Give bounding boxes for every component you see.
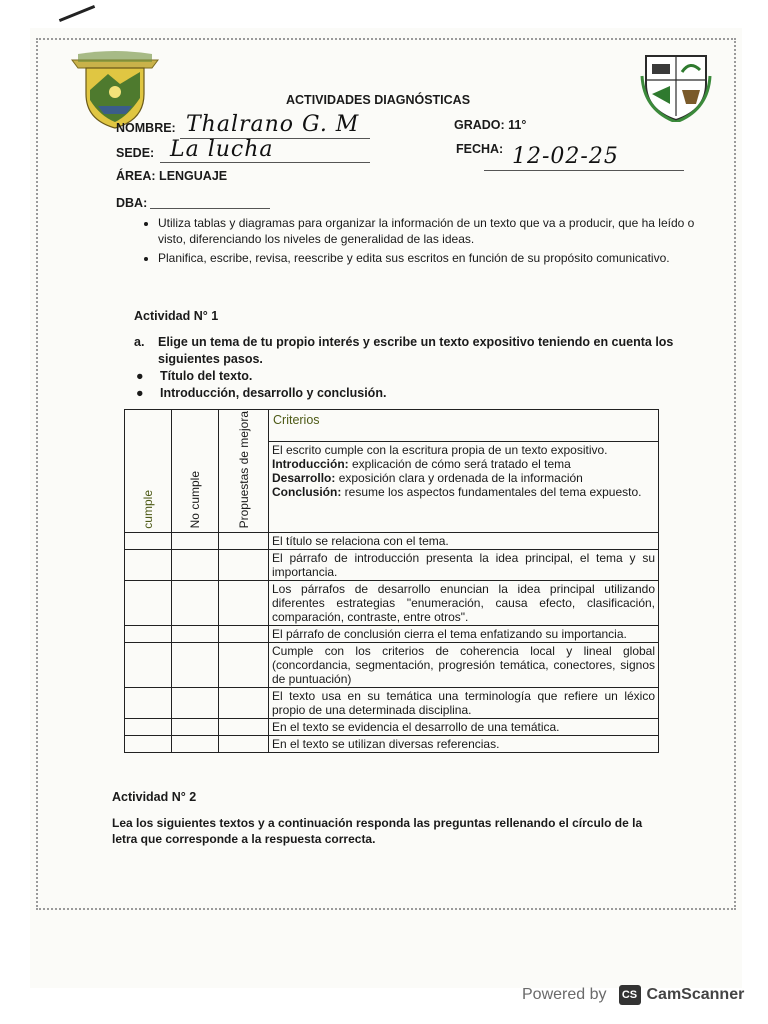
actividad-2-title: Actividad N° 2 (112, 790, 197, 804)
actividad-1-task (134, 334, 674, 402)
nombre-value: Thalrano G. M (186, 112, 360, 137)
criterion-cell: El texto usa en su temática una terminología que refiere un léxico propio de una determinada disciplina. (269, 688, 659, 719)
cumple-cell[interactable] (125, 626, 172, 643)
task-step: Introducción, desarrollo y conclusión. (160, 386, 387, 400)
col-header-propuestas: Propuestas de mejora (219, 410, 269, 533)
criterion-cell: Los párrafos de desarrollo enuncian la idea principal utilizando diferentes estrategias "enumeración, causa efecto, clasificación, comparación, contraste, entre otros". (269, 581, 659, 626)
col-header-no-cumple: No cumple (172, 410, 219, 533)
cumple-cell[interactable] (125, 643, 172, 688)
area-label: ÁREA: LENGUAJE (116, 169, 228, 183)
criteria-table (124, 409, 659, 753)
no-cumple-cell[interactable] (172, 736, 219, 753)
propuestas-cell[interactable] (219, 626, 269, 643)
no-cumple-cell[interactable] (172, 719, 219, 736)
camscanner-brand: CamScanner (646, 986, 745, 1003)
criterion-cell: Cumple con los criterios de coherencia local y lineal global (concordancia, segmentación, progresión temática, conectores, signos de puntuación) (269, 643, 659, 688)
propuestas-cell[interactable] (219, 688, 269, 719)
no-cumple-cell[interactable] (172, 688, 219, 719)
propuestas-cell[interactable] (219, 643, 269, 688)
propuestas-cell[interactable] (219, 533, 269, 550)
criterion-cell: El párrafo de conclusión cierra el tema enfatizando su importancia. (269, 626, 659, 643)
powered-by-text: Powered by (522, 986, 607, 1003)
cumple-cell[interactable] (125, 550, 172, 581)
cumple-cell[interactable] (125, 736, 172, 753)
no-cumple-cell[interactable] (172, 533, 219, 550)
propuestas-cell[interactable] (219, 550, 269, 581)
criterion-cell: El escrito cumple con la escritura propia de un texto expositivo. Introducción: explicación de cómo será tratado el tema Desarrollo: exposición clara y ordenada de la información Conclusión: resume los aspectos fundamentales del tema expuesto. (269, 442, 659, 533)
task-step: Título del texto. (160, 369, 253, 383)
school-logo-right (640, 50, 712, 122)
sede-value: La lucha (170, 137, 274, 162)
cumple-cell[interactable] (125, 533, 172, 550)
no-cumple-cell[interactable] (172, 581, 219, 626)
school-logo-left (68, 50, 162, 130)
table-row (125, 736, 659, 753)
nombre-label: NOMBRE: (116, 121, 176, 135)
propuestas-cell[interactable] (219, 581, 269, 626)
sede-label: SEDE: (116, 146, 155, 160)
fecha-label: FECHA: (456, 142, 504, 156)
fecha-underline (484, 170, 684, 171)
task-letter: a. (134, 335, 145, 349)
camscanner-watermark (522, 985, 744, 1005)
cumple-cell[interactable] (125, 581, 172, 626)
criterios-header: Criterios (269, 410, 659, 442)
sede-underline (160, 162, 370, 163)
criterion-cell: En el texto se evidencia el desarrollo de una temática. (269, 719, 659, 736)
propuestas-cell[interactable] (219, 719, 269, 736)
table-row (125, 410, 659, 442)
propuestas-cell[interactable] (219, 736, 269, 753)
table-row (125, 550, 659, 581)
fecha-value: 12-02-25 (512, 144, 619, 169)
dba-item: • Planifica, escribe, revisa, reescribe y edita sus escritos en función de su propósito comunicativo. (158, 250, 698, 266)
dba-list (132, 215, 698, 269)
table-row (125, 626, 659, 643)
table-row (125, 719, 659, 736)
actividad-2-instructions: Lea los siguientes textos y a continuación responda las preguntas rellenando el círculo de la letra que corresponde a la respuesta correcta. (112, 816, 643, 846)
cumple-cell[interactable] (125, 688, 172, 719)
dba-underline (150, 208, 270, 209)
table-row (125, 581, 659, 626)
grado-label: GRADO: 11° (454, 118, 527, 132)
no-cumple-cell[interactable] (172, 643, 219, 688)
criterion-cell: El título se relaciona con el tema. (269, 533, 659, 550)
dba-label: DBA: (116, 196, 148, 210)
bullet-icon: ● (136, 369, 144, 383)
dba-item: • Utiliza tablas y diagramas para organizar la información de un texto que va a producir, que ha leído o visto, diferenciando los niveles de generalidad de las ideas. (158, 215, 698, 247)
table-row (125, 533, 659, 550)
criterion-cell: En el texto se utilizan diversas referencias. (269, 736, 659, 753)
no-cumple-cell[interactable] (172, 550, 219, 581)
cumple-cell[interactable] (125, 719, 172, 736)
table-row (125, 643, 659, 688)
task-text: Elige un tema de tu propio interés y escribe un texto expositivo teniendo en cuenta los siguientes pasos. (158, 335, 674, 366)
bullet-icon: ● (136, 386, 144, 400)
page-title: ACTIVIDADES DIAGNÓSTICAS (286, 93, 471, 107)
table-row (125, 688, 659, 719)
camscanner-icon: CS (619, 985, 641, 1005)
actividad-1-title: Actividad N° 1 (134, 309, 219, 323)
criterion-cell: El párrafo de introducción presenta la idea principal, el tema y su importancia. (269, 550, 659, 581)
pen-mark (59, 5, 95, 22)
col-header-cumple: cumple (125, 410, 172, 533)
no-cumple-cell[interactable] (172, 626, 219, 643)
